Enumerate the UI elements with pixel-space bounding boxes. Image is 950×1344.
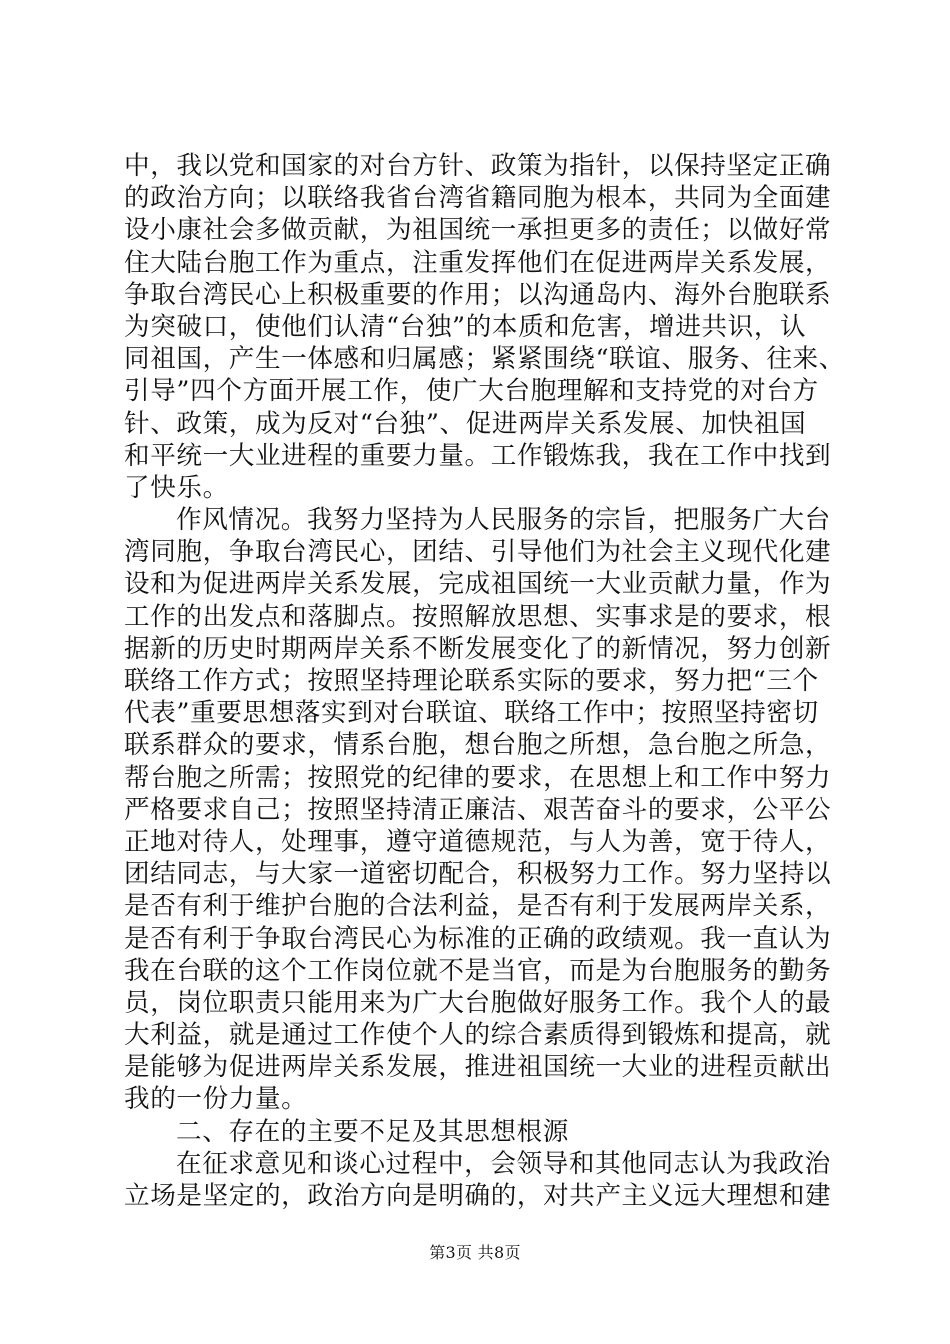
text-line: 针、政策，成为反对“台独”、促进两岸关系发展、加快祖国 (124, 408, 807, 439)
text-line: 设和为促进两岸关系发展，完成祖国统一大业贡献力量，作为 (124, 569, 832, 600)
page-number-footer: 第3页 共8页 (429, 1243, 521, 1262)
section-heading: 二、存在的主要不足及其思想根源 (176, 1116, 569, 1147)
text-line: 联系群众的要求，情系台胞，想台胞之所想，急台胞之所急， (124, 730, 832, 761)
text-line: 引导”四个方面开展工作，使广大台胞理解和支持党的对台方 (124, 376, 819, 407)
text-line: 帮台胞之所需；按照党的纪律的要求，在思想上和工作中努力 (124, 762, 832, 793)
paragraph-start-line: 作风情况。我努力坚持为人民服务的宗旨，把服务广大台 (176, 505, 831, 536)
text-line: 争取台湾民心上积极重要的作用；以沟通岛内、海外台胞联系 (124, 279, 832, 310)
text-line: 是否有利于维护台胞的合法利益，是否有利于发展两岸关系， (124, 891, 832, 922)
text-line: 中，我以党和国家的对台方针、政策为指针，以保持坚定正确 (124, 151, 832, 181)
text-line: 是否有利于争取台湾民心为标准的正确的政绩观。我一直认为 (124, 923, 832, 954)
text-line: 我的一份力量。 (124, 1084, 308, 1115)
text-line: 据新的历史时期两岸关系不断发展变化了的新情况，努力创新 (124, 633, 832, 664)
text-line: 是能够为促进两岸关系发展，推进祖国统一大业的进程贡献出 (124, 1052, 832, 1083)
text-line: 正地对待人，处理事，遵守道德规范，与人为善，宽于待人， (124, 826, 832, 857)
text-line: 了快乐。 (124, 472, 229, 503)
body-text (124, 150, 845, 1212)
text-line: 工作的出发点和落脚点。按照解放思想、实事求是的要求，根 (124, 601, 832, 632)
text-line: 住大陆台胞工作为重点，注重发挥他们在促进两岸关系发展， (124, 247, 832, 278)
text-line: 的政治方向；以联络我省台湾省籍同胞为根本，共同为全面建 (124, 183, 832, 214)
text-line: 设小康社会多做贡献，为祖国统一承担更多的责任；以做好常 (124, 215, 832, 246)
text-line: 团结同志，与大家一道密切配合，积极努力工作。努力坚持以 (124, 859, 832, 890)
text-line: 大利益，就是通过工作使个人的综合素质得到锻炼和提高，就 (124, 1020, 832, 1051)
text-line: 湾同胞，争取台湾民心，团结、引导他们为社会主义现代化建 (124, 537, 832, 568)
text-line: 联络工作方式；按照坚持理论联系实际的要求，努力把“三个 (124, 666, 819, 696)
text-line: 为突破口，使他们认清“台独”的本质和危害，增进共识，认 (124, 311, 807, 342)
text-line: 员，岗位职责只能用来为广大台胞做好服务工作。我个人的最 (124, 987, 832, 1018)
text-line: 代表”重要思想落实到对台联谊、联络工作中；按照坚持密切 (124, 698, 819, 729)
text-line: 和平统一大业进程的重要力量。工作锻炼我，我在工作中找到 (124, 440, 832, 471)
paragraph-start-line: 在征求意见和谈心过程中，会领导和其他同志认为我政治 (176, 1148, 831, 1179)
text-line: 同祖国，产生一体感和归属感；紧紧围绕“联谊、服务、往来、 (124, 344, 845, 375)
text-line: 立场是坚定的，政治方向是明确的，对共产主义远大理想和建 (124, 1181, 832, 1211)
text-line: 我在台联的这个工作岗位就不是当官，而是为台胞服务的勤务 (124, 955, 832, 986)
text-line: 严格要求自己；按照坚持清正廉洁、艰苦奋斗的要求，公平公 (124, 794, 832, 825)
